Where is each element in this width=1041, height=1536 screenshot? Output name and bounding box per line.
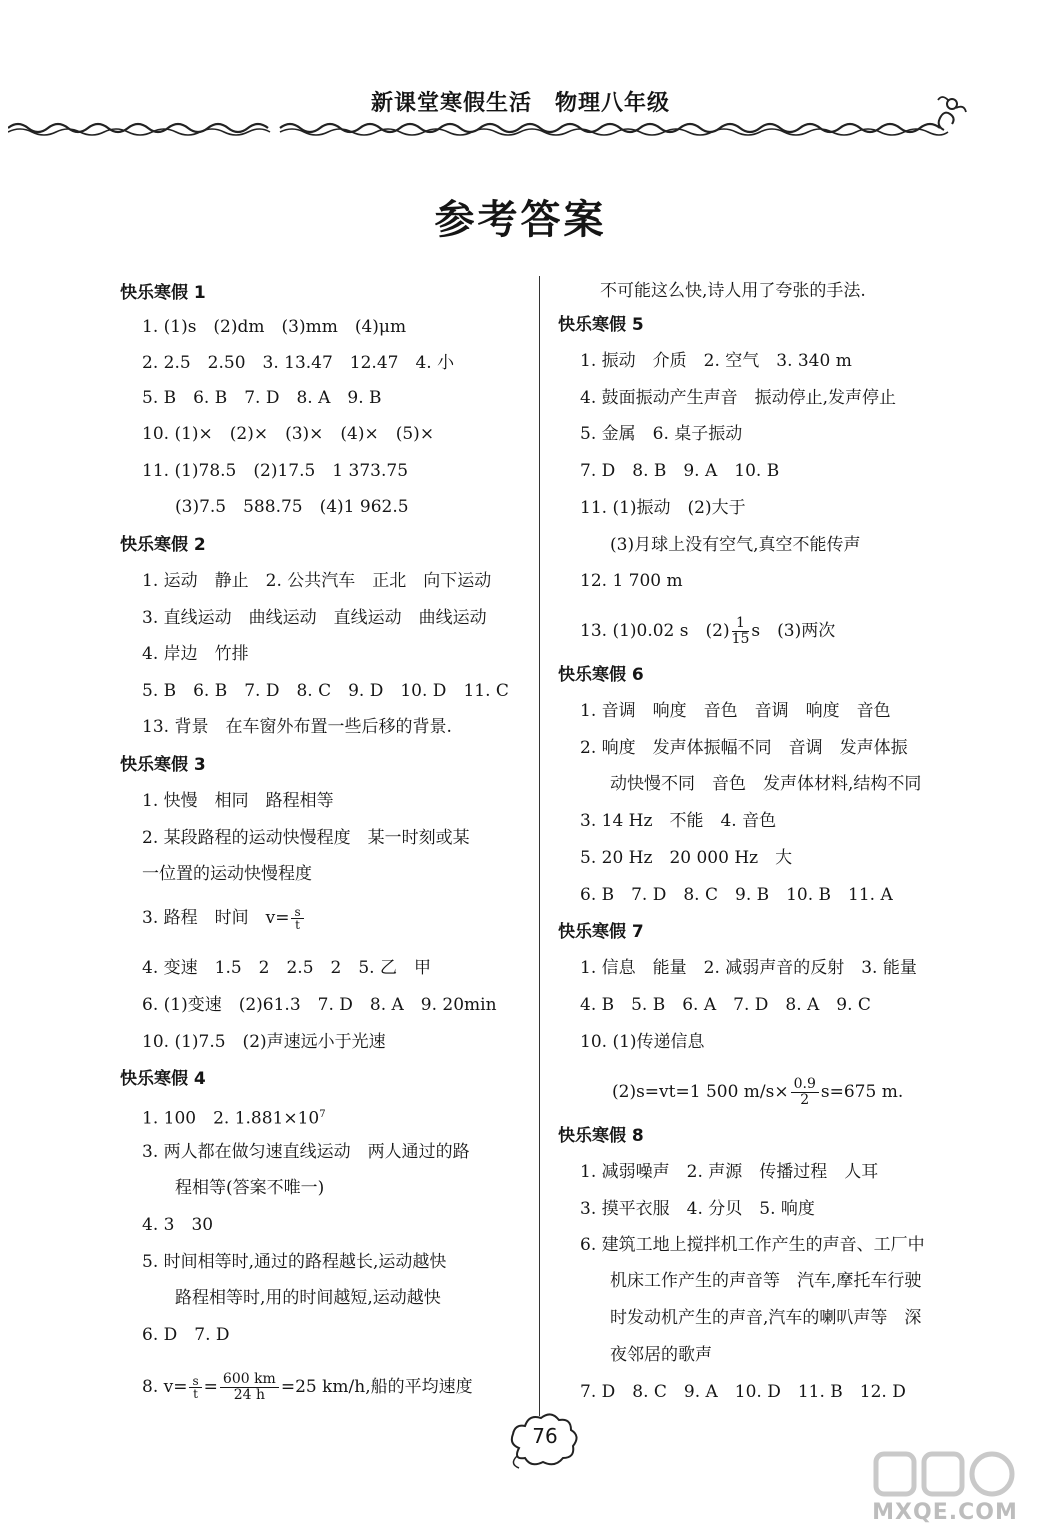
answer-text: (2)s=vt=1 500 m/s× [612, 1082, 789, 1102]
answer-line: 2. 2.5 2.50 3. 13.47 12.47 4. 小 [142, 353, 455, 373]
answer-line: 2. 响度 发声体振幅不同 音调 发声体振 [580, 738, 908, 758]
answer-line: 5. B 6. B 7. D 8. A 9. B [142, 388, 382, 408]
exponent: 7 [319, 1109, 326, 1120]
fraction-denominator: 2 [800, 1092, 810, 1108]
answer-line: 5. B 6. B 7. D 8. C 9. D 10. D 11. C [142, 681, 509, 701]
fraction-numerator: 600 km [220, 1372, 279, 1388]
answer-line: 3. 14 Hz 不能 4. 音色 [580, 811, 777, 831]
answer-line: 4. 变速 1.5 2 2.5 2 5. 乙 甲 [142, 958, 431, 978]
answer-line [612, 1077, 903, 1108]
answer-line: 机床工作产生的声音等 汽车,摩托车行驶 [610, 1271, 922, 1291]
answer-text: s (3)两次 [751, 621, 836, 641]
answer-line: 11. (1)78.5 (2)17.5 1 373.75 [142, 461, 409, 481]
answer-line: 10. (1)传递信息 [580, 1032, 705, 1052]
answer-line: 1. 信息 能量 2. 减弱声音的反射 3. 能量 [580, 958, 917, 978]
answer-line: 1. 减弱噪声 2. 声源 传播过程 人耳 [580, 1162, 879, 1182]
answer-line: (3)7.5 588.75 (4)1 962.5 [175, 497, 409, 517]
page-title: 参考答案 [434, 197, 607, 243]
answer-line: 时发动机产生的声音,汽车的喇叭声等 深 [610, 1308, 922, 1328]
answer-line: 5. 20 Hz 20 000 Hz 大 [580, 848, 793, 868]
header-wavy-rule [8, 114, 968, 138]
answer-line [580, 616, 835, 647]
watermark-text: MXQE.COM [872, 1500, 1018, 1525]
answer-line: 4. 3 30 [142, 1215, 214, 1235]
answer-line: 3. 两人都在做匀速直线运动 两人通过的路 [142, 1142, 470, 1162]
time-fraction [732, 616, 750, 647]
section-heading: 快乐寒假 6 [558, 665, 644, 685]
fraction-numerator: s [291, 906, 303, 919]
column-divider [539, 276, 540, 1416]
answer-line: 6. 建筑工地上搅拌机工作产生的声音、工厂中 [580, 1235, 925, 1255]
answer-line: 1. 运动 静止 2. 公共汽车 正北 向下运动 [142, 571, 492, 591]
answer-line: 程相等(答案不唯一) [175, 1178, 325, 1198]
answer-line: 动快慢不同 音色 发声体材料,结构不同 [610, 774, 922, 794]
answer-text: = [203, 1377, 218, 1397]
answer-line: 7. D 8. C 9. A 10. D 11. B 12. D [580, 1382, 906, 1402]
answer-text: 13. (1)0.02 s (2) [580, 621, 730, 641]
section-heading: 快乐寒假 1 [120, 283, 206, 303]
answer-line: 7. D 8. B 9. A 10. B [580, 461, 780, 481]
answer-line: 6. D 7. D [142, 1325, 230, 1345]
section-heading: 快乐寒假 7 [558, 922, 644, 942]
answer-line: 1. 音调 响度 音色 音调 响度 音色 [580, 701, 891, 721]
answer-line: 4. 岸边 竹排 [142, 644, 249, 664]
answer-line [142, 1104, 326, 1130]
section-heading: 快乐寒假 5 [558, 315, 644, 335]
answer-text: 3. 路程 时间 v= [142, 908, 290, 928]
fraction-numerator: s [189, 1375, 201, 1388]
answer-line: 3. 直线运动 曲线运动 直线运动 曲线运动 [142, 608, 487, 628]
answer-line: 5. 时间相等时,通过的路程越长,运动越快 [142, 1252, 447, 1272]
answer-line: (3)月球上没有空气,真空不能传声 [610, 535, 861, 555]
answer-line: 10. (1)7.5 (2)声速远小于光速 [142, 1032, 386, 1052]
section-heading: 快乐寒假 2 [120, 535, 206, 555]
running-header-title: 新课堂寒假生活 物理八年级 [370, 91, 670, 116]
answer-line: 4. 鼓面振动产生声音 振动停止,发声停止 [580, 388, 897, 408]
fraction-denominator: 15 [731, 631, 750, 647]
fraction-denominator: 24 h [233, 1387, 266, 1403]
distance-time-fraction [220, 1372, 279, 1403]
answer-text: s=675 m. [820, 1082, 904, 1102]
answer-line: 路程相等时,用的时间越短,运动越快 [175, 1288, 441, 1308]
fraction-numerator: 0.9 [791, 1077, 819, 1093]
section-heading: 快乐寒假 8 [558, 1126, 644, 1146]
answer-line: 1. 振动 介质 2. 空气 3. 340 m [580, 351, 852, 371]
answer-line: 1. 快慢 相同 路程相等 [142, 791, 334, 811]
answer-line: 4. B 5. B 6. A 7. D 8. A 9. C [580, 995, 871, 1015]
answer-line: 1. (1)s (2)dm (3)mm (4)μm [142, 317, 407, 337]
answer-line: 一位置的运动快慢程度 [142, 864, 312, 884]
fraction-numerator: 1 [732, 616, 750, 632]
velocity-fraction [291, 906, 303, 931]
answer-text: 8. v= [142, 1377, 188, 1397]
fraction-denominator: t [295, 918, 300, 932]
answer-text: 1. 100 2. 1.881×10 [142, 1108, 320, 1129]
fairy-ornament-icon [930, 92, 970, 136]
velocity-fraction [189, 1375, 201, 1400]
answer-line: 不可能这么快,诗人用了夸张的手法. [600, 281, 866, 301]
answer-line: 12. 1 700 m [580, 571, 683, 591]
answer-line [142, 1372, 473, 1403]
page-number: 76 [532, 1424, 558, 1448]
answer-line: 2. 某段路程的运动快慢程度 某一时刻或某 [142, 828, 470, 848]
answer-line [142, 906, 306, 931]
answer-text: =25 km/h,船的平均速度 [280, 1377, 473, 1397]
answer-line: 6. B 7. D 8. C 9. B 10. B 11. A [580, 885, 893, 905]
answer-line: 13. 背景 在车窗外布置一些后移的背景. [142, 717, 452, 737]
answer-line: 3. 摸平衣服 4. 分贝 5. 响度 [580, 1199, 815, 1219]
answer-line: 5. 金属 6. 桌子振动 [580, 424, 743, 444]
time-fraction [791, 1077, 819, 1108]
section-heading: 快乐寒假 4 [120, 1069, 206, 1089]
answer-line: 11. (1)振动 (2)大于 [580, 498, 746, 518]
answer-line: 6. (1)变速 (2)61.3 7. D 8. A 9. 20min [142, 995, 497, 1015]
fraction-denominator: t [193, 1387, 198, 1401]
section-heading: 快乐寒假 3 [120, 755, 206, 775]
answer-line: 10. (1)× (2)× (3)× (4)× (5)× [142, 424, 435, 444]
answer-line: 夜邻居的歌声 [610, 1345, 712, 1365]
